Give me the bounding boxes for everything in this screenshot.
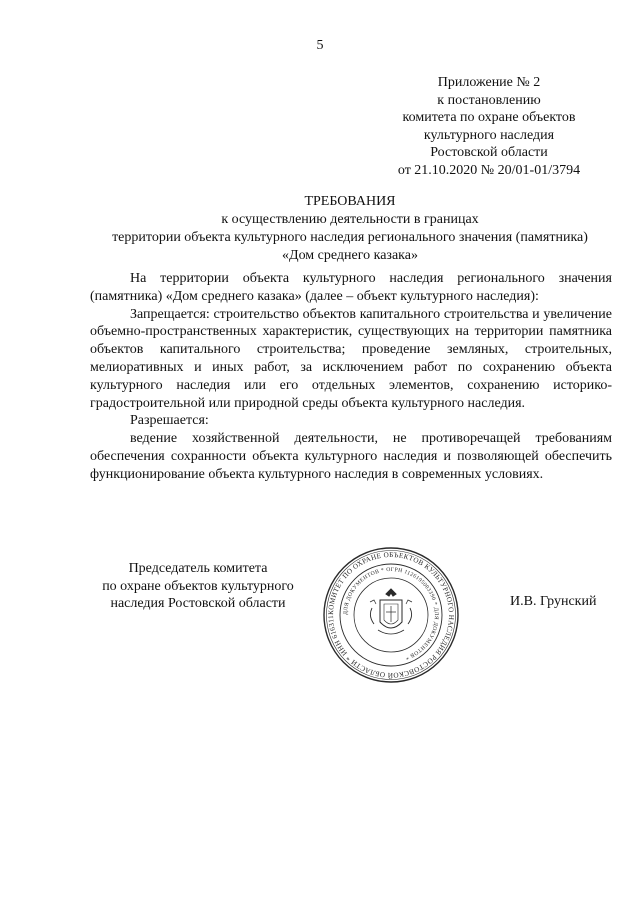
body-paragraph-allowed-heading: Разрешается: <box>130 413 209 429</box>
coat-of-arms-icon <box>370 589 412 634</box>
page-number: 5 <box>316 38 324 53</box>
title-subtitle-line: к осуществлению деятельности в границах <box>221 212 479 227</box>
official-seal-stamp <box>320 544 462 686</box>
body-paragraph-prohibited: Запрещается: строительство объектов капитального строительства и увеличение объемно-пространственных характеристик, существующих на территории памятника объектов капитального строительства; проведение земляных, строительных, мелиоративных и иных работ, за исключением работ по сохранению объекта культурного наследия или его отдельных элементов, сохранению историко-градостроительной или природной среды объекта культурного наследия. <box>90 306 612 411</box>
document-title <box>60 193 640 265</box>
document-body <box>90 270 612 484</box>
appendix-header <box>376 74 602 179</box>
title-subtitle-line: «Дом среднего казака» <box>282 248 418 263</box>
svg-text:КОМИТЕТ ПО ОХРАНЕ ОБЪЕКТОВ КУЛ: КОМИТЕТ ПО ОХРАНЕ ОБЪЕКТОВ КУЛЬТУРНОГО НАСЛЕДИЯ РОСТОВСКОЙ ОБЛАСТИ * ИНН 616311 <box>326 550 456 680</box>
signatory-name: И.В. Грунский <box>510 594 597 609</box>
title-heading: ТРЕБОВАНИЯ <box>304 194 396 209</box>
body-paragraph-intro: На территории объекта культурного наследия регионального значения (памятника) «Дом среднего казака» (далее – объект культурного наследия): <box>90 271 612 304</box>
appendix-line: к постановлению <box>437 92 541 108</box>
appendix-line: культурного наследия <box>423 127 555 143</box>
appendix-line: комитета по охране объектов <box>402 110 576 125</box>
appendix-line: от 21.10.2020 № 20/01-01/3794 <box>397 162 581 178</box>
svg-text:ДЛЯ ДОКУМЕНТОВ * ОГРН 11261950: ДЛЯ ДОКУМЕНТОВ * ОГРН 1126195003390 * ДЛЯ ДОКУМЕНТОВ * <box>342 566 440 661</box>
title-subtitle-line: территории объекта культурного наследия регионального значения (памятника) <box>112 230 588 245</box>
appendix-line: Приложение № 2 <box>437 75 541 90</box>
signatory-position-line: Председатель комитета <box>128 561 268 576</box>
appendix-line: Ростовской области <box>430 145 548 160</box>
signatory-position-line: наследия Ростовской области <box>110 596 286 611</box>
body-paragraph-allowed: ведение хозяйственной деятельности, не противоречащей требованиям обеспечения сохранности объекта культурного наследия и позволяющей обеспечить функционирование объекта культурного наследия в современных условиях. <box>90 431 612 482</box>
signatory-position <box>80 560 316 613</box>
signatory-position-line: по охране объектов культурного <box>102 578 294 594</box>
